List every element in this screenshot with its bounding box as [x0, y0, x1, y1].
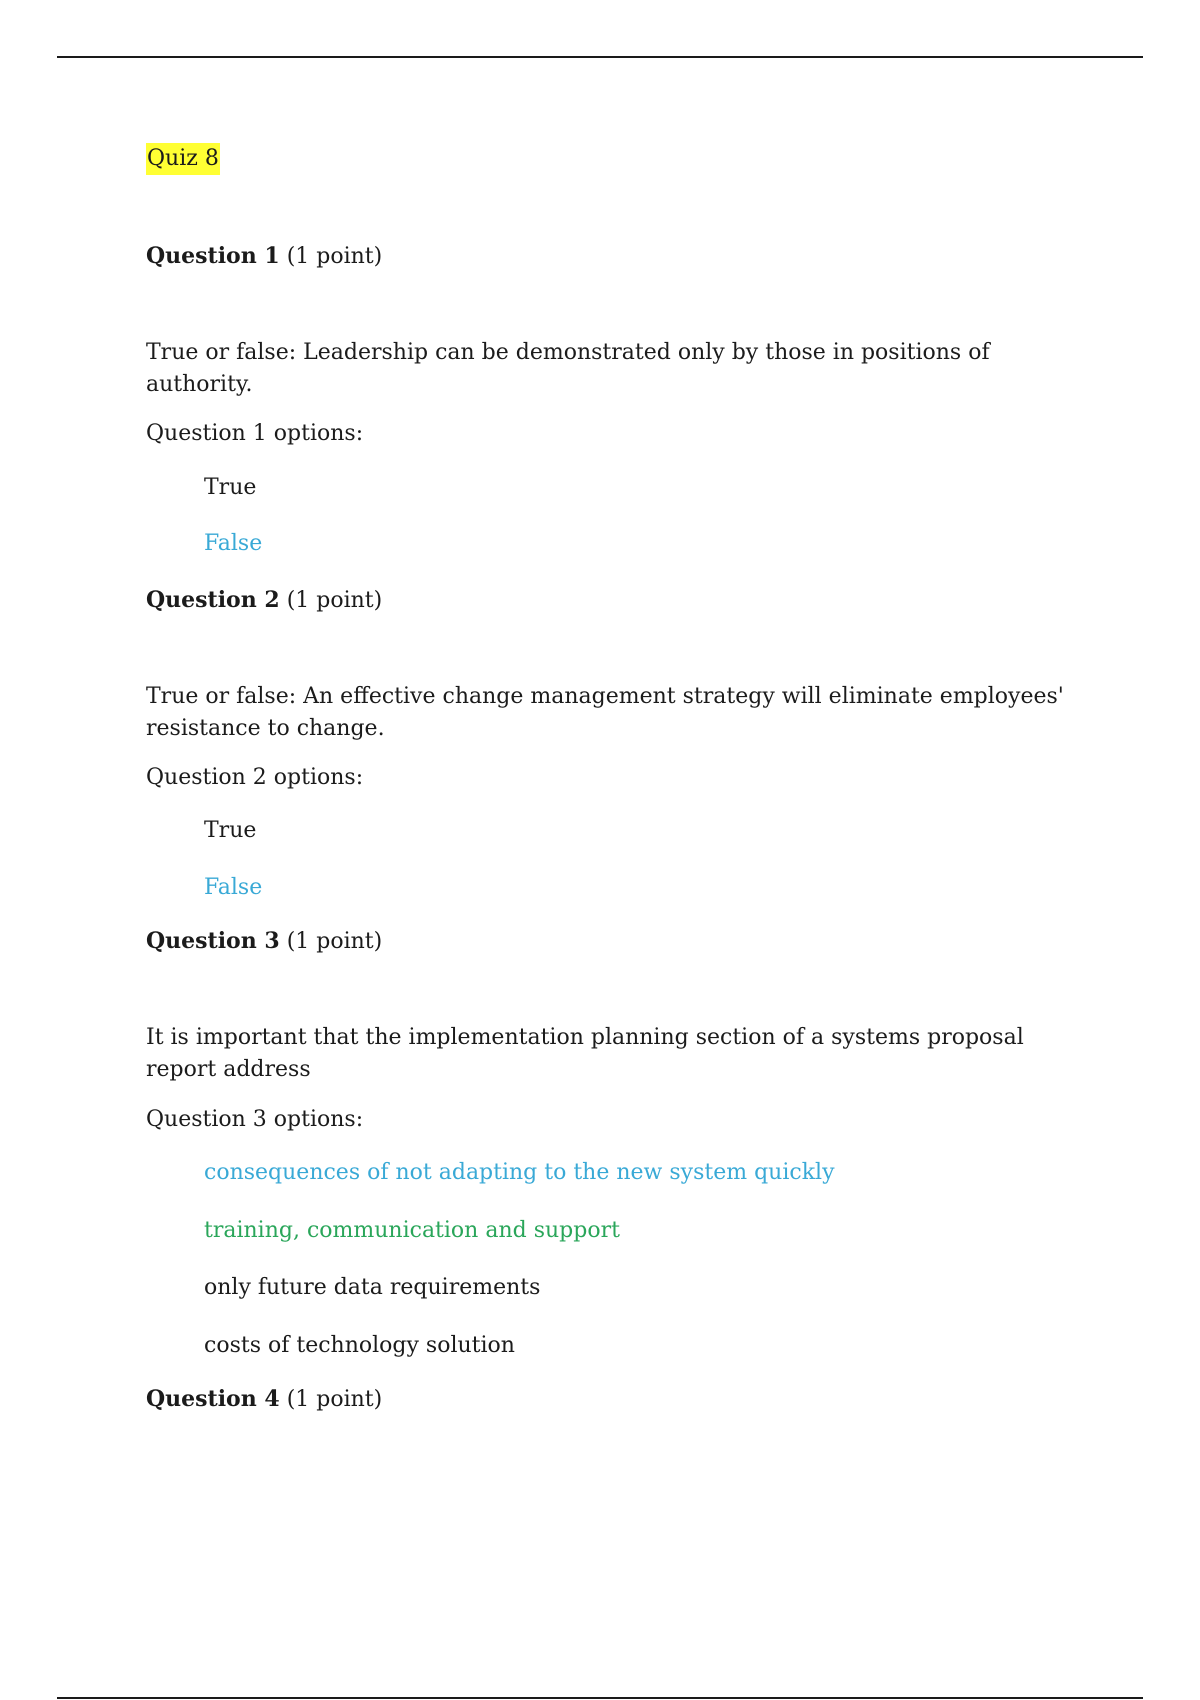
question-3-option[interactable]: training, communication and support: [204, 1218, 620, 1243]
question-2-option[interactable]: False: [204, 875, 263, 900]
question-1-option[interactable]: False: [204, 531, 263, 556]
question-points: (1 point): [286, 588, 383, 613]
question-points: (1 point): [286, 1387, 383, 1412]
question-2-header: [146, 584, 382, 617]
bottom-rule: [57, 1697, 1143, 1699]
question-1-header: [146, 240, 382, 273]
question-1-options-label: Question 1 options:: [146, 421, 364, 446]
question-3-header: [146, 925, 382, 958]
question-4-header: [146, 1383, 382, 1416]
question-points: (1 point): [286, 244, 383, 269]
top-rule: [57, 56, 1143, 58]
question-3-option[interactable]: only future data requirements: [204, 1275, 541, 1300]
quiz-title: Quiz 8: [146, 143, 220, 175]
question-2-text: True or false: An effective change management strategy will eliminate employees' resistance to change.: [146, 684, 1064, 741]
question-label: Question 3: [146, 928, 280, 954]
question-label: Question 2: [146, 587, 280, 613]
question-3-text: It is important that the implementation planning section of a systems proposal report address: [146, 1025, 1024, 1082]
question-points: (1 point): [286, 929, 383, 954]
question-3-option[interactable]: costs of technology solution: [204, 1333, 515, 1358]
question-1-option[interactable]: True: [204, 475, 257, 500]
question-label: Question 1: [146, 243, 280, 269]
question-2-options-label: Question 2 options:: [146, 765, 364, 790]
question-label: Question 4: [146, 1386, 280, 1412]
question-1-text: True or false: Leadership can be demonstrated only by those in positions of authority.: [146, 340, 990, 397]
question-3-option[interactable]: consequences of not adapting to the new system quickly: [204, 1160, 835, 1185]
question-3-options-label: Question 3 options:: [146, 1107, 364, 1132]
question-2-option[interactable]: True: [204, 818, 257, 843]
